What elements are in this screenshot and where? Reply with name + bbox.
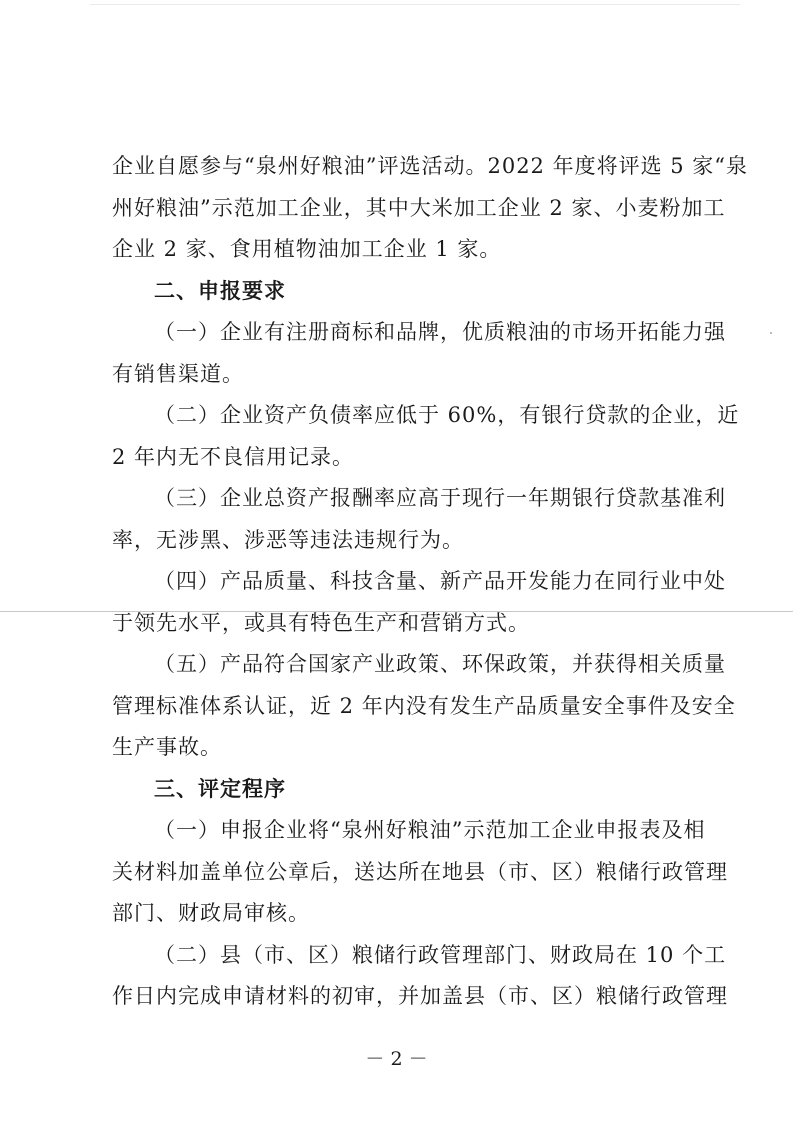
paragraph-line: 企业 2 家、食用植物油加工企业 1 家。 [112, 237, 502, 261]
paragraph-line: 管理标准体系认证，近 2 年内没有发生产品质量安全事件及安全 [112, 694, 736, 718]
paragraph-line: 州好粮油”示范加工企业，其中大米加工企业 2 家、小麦粉加工 [112, 196, 726, 220]
paragraph-line: （二）企业资产负债率应低于 60%，有银行贷款的企业，近 [154, 403, 740, 427]
paragraph-line: （一）申报企业将“泉州好粮油”示范加工企业申报表及相 [154, 818, 706, 842]
paragraph-line: （四）产品质量、科技含量、新产品开发能力在同行业中处 [154, 569, 726, 593]
paragraph-line: 关材料加盖单位公章后，送达所在地县（市、区）粮储行政管理 [112, 860, 728, 884]
scan-speck [770, 332, 772, 334]
paragraph-line: （二）县（市、区）粮储行政管理部门、财政局在 10 个工 [154, 943, 727, 967]
paragraph-line: 2 年内无不良信用记录。 [112, 445, 355, 469]
paragraph-line: 企业自愿参与“泉州好粮油”评选活动。2022 年度将评选 5 家“泉 [112, 154, 749, 178]
paragraph-line: 部门、财政局审核。 [112, 901, 310, 925]
scan-edge-mark [90, 4, 740, 5]
section-heading: 三、评定程序 [154, 777, 286, 801]
paragraph-line: 率，无涉黑、涉恶等违法违规行为。 [112, 528, 464, 552]
paragraph-line: （三）企业总资产报酬率应高于现行一年期银行贷款基准利 [154, 486, 726, 510]
paragraph-line: 有销售渠道。 [112, 362, 244, 386]
page-number: － 2 － [365, 1048, 428, 1070]
paragraph-line: （一）企业有注册商标和品牌，优质粮油的市场开拓能力强 [154, 320, 726, 344]
paragraph-line: （五）产品符合国家产业政策、环保政策，并获得相关质量 [154, 652, 726, 676]
paragraph-line: 于领先水平，或具有特色生产和营销方式。 [112, 611, 530, 635]
paragraph-line: 生产事故。 [112, 735, 222, 759]
paragraph-line: 作日内完成申请材料的初审，并加盖县（市、区）粮储行政管理 [112, 984, 728, 1008]
section-heading: 二、申报要求 [154, 279, 286, 303]
